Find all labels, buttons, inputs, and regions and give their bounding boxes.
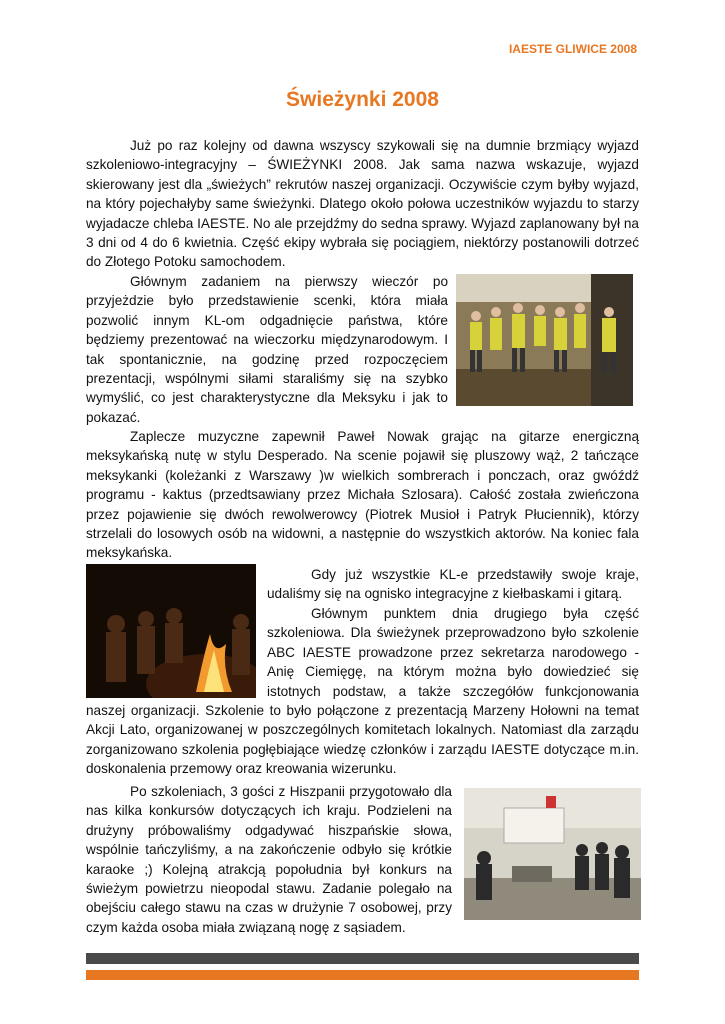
paragraph-4b: Głównym punktem dnia drugiego była część szkoleniowa. Dla świeżynek przeprowadzono było szkolenie ABC IAESTE prowadzone przez sekretarza narodowego - Anię Ciemięgę, na którym można było dowiedzieć się istotnych podstaw, a także szczegółów funkcjonowania naszej organizacji. Szkolenie to było połączone z prezentacją Marzeny Hołowni na temat Akcji Lato, organizowanej w poszczególnych komitetach lokalnych. Natomiast dla zarządu zorganizowano szkolenia pogłębiające wiedzę członków i zarządu IAESTE dotyczące m.in. doskonalenia przemowy oraz kreowania wizerunku.	[86, 606, 639, 777]
paragraph-2-block	[86, 272, 448, 427]
classroom-image	[464, 788, 641, 920]
paragraph-1: Już po raz kolejny od dawna wszyscy szykowali się na dumnie brzmiący wyjazd szkoleniowo-integracyjny – ŚWIEŻYNKI 2008. Jak sama nazwa wskazuje, wyjazd skierowany jest dla „świeżych” rekrutów naszej organizacji. Oczywiście czym byłby wyjazd, na który pojechałyby same świeżynki. Dlatego około połowa uczestników wyjazdu to starzy wyjadacze chleba IAESTE. No ale przejdźmy do sedna sprawy. Wyjazd zaplanowany był na 3 dni od 4 do 6 kwietnia. Część ekipy wybrała się pociągiem, niektórzy postanowili dotrzeć do Złotego Potoku samochodem.	[86, 138, 639, 270]
paragraph-2: Głównym zadaniem na pierwszy wieczór po przyjeżdzie było przedstawienie scenki, która miała pozwolić innym KL-om odgadnięcie państwa, które będziemy prezentować na wieczorku międzynarodowym. I tak spontanicznie, na godzinę przed rozpoczęciem prezentacji, wspólnymi siłami staraliśmy się na szybko wymyślić, co jest charakterystyczne dla Meksyku i jak to pokazać.	[86, 274, 448, 425]
photo-stage-performance	[456, 274, 633, 406]
paragraph-4a-block	[267, 565, 639, 604]
paragraph-intro	[86, 136, 639, 272]
footer-rule-accent	[86, 970, 639, 980]
paragraph-4b-block	[86, 604, 639, 779]
paragraph-4a: Gdy już wszystkie KL-e przedstawiły swoje kraje, udaliśmy się na ognisko integracyjne z kiełbaskami i gitarą.	[267, 567, 639, 602]
photo-classroom	[464, 788, 641, 920]
paragraph-5-block	[86, 782, 452, 937]
header-tag: IAESTE GLIWICE 2008	[508, 42, 637, 56]
bonfire-wrap-spacer	[86, 604, 267, 700]
paragraph-3-block	[86, 427, 639, 563]
footer-rule-dark	[86, 953, 639, 964]
paragraph-5: Po szkoleniach, 3 gości z Hiszpanii przygotowało dla nas kilka konkursów dotyczących ich kraju. Podzieleni na drużyny próbowaliśmy odgadywać hiszpańskie słowa, wspólnie tańczyliśmy, a na zakończenie odbyło się krótkie karaoke ;) Kolejną atrakcją popołudnia był konkurs na świeżym powietrzu nieopodal stawu. Zadanie polegało na obejściu całego stawu na czas w drużynie 7 osobowej, przy czym każda osoba miała związaną nogę z sąsiadem.	[86, 784, 452, 935]
paragraph-3: Zaplecze muzyczne zapewnił Paweł Nowak grając na gitarze energiczną meksykańską nutę w stylu Desperado. Na scenie pojawił się pluszowy wąż, 2 tańczące meksykanki (koleżanki z Warszawy )w wielkich sombrerach i ponczach, oraz gwóźdź programu - kaktus (przedtsawiany przez Michała Szlosara). Całość została zwieńczona przez pojawienie się dwóch rewolwerowcy (Piotrek Musioł i Patryk Płuciennik), którzy strzelali do losowych osób na widowni, a następnie do wszystkich aktorów. Na koniec fala meksykańska.	[86, 429, 639, 561]
page-title: Świeżynki 2008	[286, 88, 439, 111]
stage-performance-image	[456, 274, 633, 406]
